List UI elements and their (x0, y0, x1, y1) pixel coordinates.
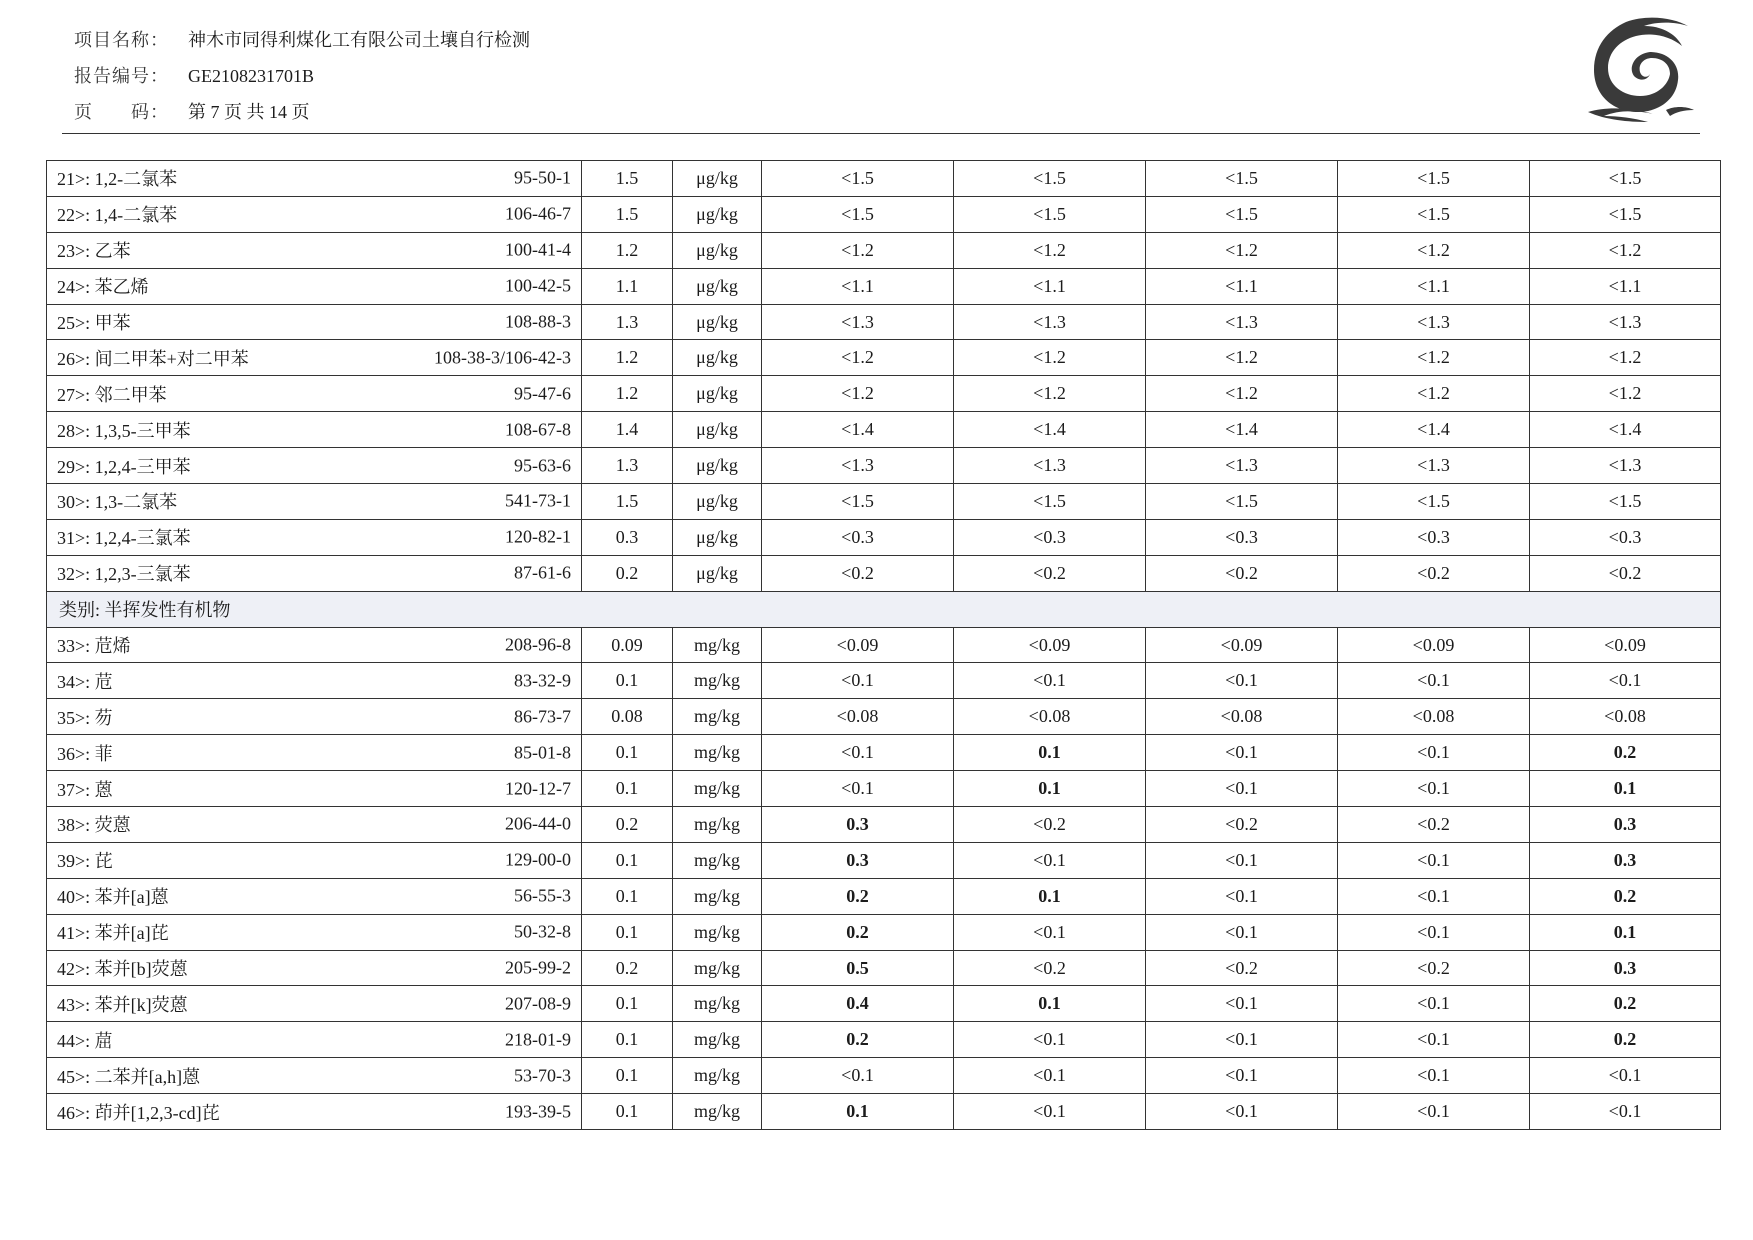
result-4-cell: <1.3 (1338, 304, 1530, 340)
result-2-cell: <1.2 (954, 376, 1146, 412)
result-3-cell: <0.09 (1146, 627, 1338, 663)
analyte-name: 22>: 1,4-二氯苯 (57, 205, 178, 226)
table-row (47, 807, 1721, 843)
result-3-cell: <0.1 (1146, 878, 1338, 914)
result-5-cell: <0.3 (1530, 519, 1721, 555)
cas-number: 207-08-9 (505, 993, 571, 1014)
analyte-name: 28>: 1,3,5-三甲苯 (57, 420, 191, 441)
result-1-cell: <0.09 (762, 627, 954, 663)
detection-limit-cell: 1.2 (582, 376, 673, 412)
analyte-cell (47, 627, 582, 663)
unit-cell: μg/kg (673, 268, 762, 304)
table-row (47, 376, 1721, 412)
detection-limit-cell: 0.1 (582, 914, 673, 950)
analyte-name: 36>: 菲 (57, 743, 113, 764)
result-3-cell: <1.4 (1146, 412, 1338, 448)
result-5-cell: <1.3 (1530, 304, 1721, 340)
result-1-cell: <1.2 (762, 340, 954, 376)
detection-limit-cell: 1.4 (582, 412, 673, 448)
detection-limit-cell: 0.1 (582, 663, 673, 699)
result-2-cell: <1.5 (954, 161, 1146, 197)
unit-cell: μg/kg (673, 448, 762, 484)
analyte-name: 24>: 苯乙烯 (57, 277, 149, 298)
result-3-cell: <1.1 (1146, 268, 1338, 304)
detection-limit-cell: 1.3 (582, 304, 673, 340)
result-1-cell: 0.5 (762, 950, 954, 986)
result-3-cell: <1.5 (1146, 161, 1338, 197)
result-1-cell: <0.2 (762, 555, 954, 591)
result-4-cell: <1.3 (1338, 448, 1530, 484)
analyte-name: 27>: 邻二甲苯 (57, 384, 167, 405)
analyte-cell (47, 735, 582, 771)
analyte-cell (47, 412, 582, 448)
category-label: 类别: 半挥发性有机物 (47, 591, 1721, 627)
table-row (47, 950, 1721, 986)
result-3-cell: <1.5 (1146, 196, 1338, 232)
analyte-cell (47, 448, 582, 484)
result-4-cell: <0.1 (1338, 1094, 1530, 1130)
cas-number: 120-12-7 (505, 778, 571, 799)
result-4-cell: <0.1 (1338, 878, 1530, 914)
result-5-cell: <1.2 (1530, 232, 1721, 268)
detection-limit-cell: 0.1 (582, 986, 673, 1022)
table-row (47, 1022, 1721, 1058)
result-5-cell: <0.1 (1530, 663, 1721, 699)
result-4-cell: <0.2 (1338, 555, 1530, 591)
result-4-cell: <0.2 (1338, 950, 1530, 986)
cas-number: 108-38-3/106-42-3 (434, 347, 571, 368)
cas-number: 120-82-1 (505, 526, 571, 547)
analyte-name: 39>: 芘 (57, 851, 113, 872)
analyte-cell (47, 807, 582, 843)
result-2-cell: <1.2 (954, 340, 1146, 376)
result-5-cell: <0.09 (1530, 627, 1721, 663)
detection-limit-cell: 0.1 (582, 735, 673, 771)
result-4-cell: <0.08 (1338, 699, 1530, 735)
result-4-cell: <0.1 (1338, 735, 1530, 771)
cas-number: 50-32-8 (514, 921, 571, 942)
results-table (46, 160, 1721, 1130)
analyte-cell (47, 950, 582, 986)
detection-limit-cell: 1.5 (582, 196, 673, 232)
category-row (47, 591, 1721, 627)
result-1-cell: <1.3 (762, 448, 954, 484)
result-4-cell: <0.1 (1338, 663, 1530, 699)
result-5-cell: 0.2 (1530, 986, 1721, 1022)
result-4-cell: <1.2 (1338, 232, 1530, 268)
result-3-cell: <0.3 (1146, 519, 1338, 555)
company-seal-logo-icon (1578, 12, 1698, 124)
detection-limit-cell: 1.2 (582, 232, 673, 268)
analyte-name: 37>: 蒽 (57, 779, 113, 800)
result-1-cell: <1.5 (762, 484, 954, 520)
result-2-cell: 0.1 (954, 771, 1146, 807)
unit-cell: mg/kg (673, 807, 762, 843)
result-5-cell: <1.2 (1530, 376, 1721, 412)
analyte-cell (47, 986, 582, 1022)
cas-number: 95-63-6 (514, 455, 571, 476)
result-4-cell: <1.1 (1338, 268, 1530, 304)
result-4-cell: <1.5 (1338, 161, 1530, 197)
result-1-cell: 0.4 (762, 986, 954, 1022)
result-3-cell: <0.1 (1146, 842, 1338, 878)
unit-cell: μg/kg (673, 555, 762, 591)
result-1-cell: <0.08 (762, 699, 954, 735)
detection-limit-cell: 1.5 (582, 484, 673, 520)
result-4-cell: <1.2 (1338, 340, 1530, 376)
cas-number: 108-67-8 (505, 419, 571, 440)
result-4-cell: <0.1 (1338, 1022, 1530, 1058)
result-1-cell: 0.2 (762, 1022, 954, 1058)
analyte-cell (47, 1094, 582, 1130)
analyte-cell (47, 878, 582, 914)
project-name-value: 神木市同得利煤化工有限公司土壤自行检测 (188, 30, 530, 50)
detection-limit-cell: 0.2 (582, 950, 673, 986)
analyte-name: 23>: 乙苯 (57, 241, 131, 262)
result-1-cell: <1.3 (762, 304, 954, 340)
result-4-cell: <0.1 (1338, 1058, 1530, 1094)
result-4-cell: <0.09 (1338, 627, 1530, 663)
analyte-name: 42>: 苯并[b]荧蒽 (57, 959, 188, 980)
result-3-cell: <1.5 (1146, 484, 1338, 520)
detection-limit-cell: 1.1 (582, 268, 673, 304)
table-row (47, 412, 1721, 448)
result-2-cell: <0.09 (954, 627, 1146, 663)
result-4-cell: <0.1 (1338, 842, 1530, 878)
result-1-cell: 0.2 (762, 914, 954, 950)
result-5-cell: 0.1 (1530, 914, 1721, 950)
unit-cell: μg/kg (673, 519, 762, 555)
result-4-cell: <0.3 (1338, 519, 1530, 555)
result-1-cell: <0.1 (762, 663, 954, 699)
analyte-name: 38>: 荧蒽 (57, 815, 131, 836)
analyte-cell (47, 555, 582, 591)
analyte-cell (47, 232, 582, 268)
detection-limit-cell: 0.1 (582, 1022, 673, 1058)
result-3-cell: <0.1 (1146, 914, 1338, 950)
result-5-cell: <1.2 (1530, 340, 1721, 376)
detection-limit-cell: 1.2 (582, 340, 673, 376)
unit-cell: μg/kg (673, 232, 762, 268)
unit-cell: μg/kg (673, 340, 762, 376)
cas-number: 85-01-8 (514, 742, 571, 763)
result-3-cell: <0.1 (1146, 1058, 1338, 1094)
page-number-label: 页 码： (74, 102, 169, 122)
detection-limit-cell: 0.2 (582, 555, 673, 591)
result-3-cell: <0.1 (1146, 771, 1338, 807)
result-5-cell: <0.2 (1530, 555, 1721, 591)
result-2-cell: <1.3 (954, 304, 1146, 340)
cas-number: 206-44-0 (505, 813, 571, 834)
result-5-cell: 0.3 (1530, 842, 1721, 878)
result-2-cell: <0.2 (954, 555, 1146, 591)
result-4-cell: <1.2 (1338, 376, 1530, 412)
result-1-cell: <0.1 (762, 1058, 954, 1094)
table-row (47, 161, 1721, 197)
result-3-cell: <0.08 (1146, 699, 1338, 735)
detection-limit-cell: 0.08 (582, 699, 673, 735)
result-2-cell: 0.1 (954, 878, 1146, 914)
table-row (47, 448, 1721, 484)
result-1-cell: <0.1 (762, 735, 954, 771)
table-row (47, 627, 1721, 663)
result-5-cell: 0.1 (1530, 771, 1721, 807)
analyte-cell (47, 1058, 582, 1094)
result-5-cell: 0.3 (1530, 807, 1721, 843)
table-row (47, 663, 1721, 699)
analyte-cell (47, 268, 582, 304)
result-5-cell: 0.3 (1530, 950, 1721, 986)
detection-limit-cell: 0.1 (582, 1094, 673, 1130)
result-3-cell: <0.1 (1146, 1094, 1338, 1130)
result-1-cell: <1.5 (762, 196, 954, 232)
result-3-cell: <0.1 (1146, 986, 1338, 1022)
result-5-cell: <0.1 (1530, 1058, 1721, 1094)
analyte-name: 25>: 甲苯 (57, 313, 131, 333)
result-3-cell: <1.2 (1146, 376, 1338, 412)
unit-cell: mg/kg (673, 771, 762, 807)
page-number-value: 第 7 页 共 14 页 (188, 102, 310, 122)
detection-limit-cell: 0.1 (582, 1058, 673, 1094)
table-row (47, 1094, 1721, 1130)
detection-limit-cell: 0.1 (582, 842, 673, 878)
result-3-cell: <0.1 (1146, 663, 1338, 699)
result-3-cell: <0.2 (1146, 950, 1338, 986)
result-3-cell: <0.1 (1146, 735, 1338, 771)
result-2-cell: <0.3 (954, 519, 1146, 555)
table-row (47, 735, 1721, 771)
table-row (47, 519, 1721, 555)
result-4-cell: <0.2 (1338, 807, 1530, 843)
table-row (47, 555, 1721, 591)
result-3-cell: <1.2 (1146, 340, 1338, 376)
cas-number: 87-61-6 (514, 562, 571, 583)
result-1-cell: <1.2 (762, 232, 954, 268)
result-2-cell: <0.08 (954, 699, 1146, 735)
table-row (47, 340, 1721, 376)
table-row (47, 232, 1721, 268)
analyte-name: 29>: 1,2,4-三甲苯 (57, 456, 191, 477)
result-4-cell: <0.1 (1338, 986, 1530, 1022)
analyte-cell (47, 699, 582, 735)
result-5-cell: <1.3 (1530, 448, 1721, 484)
result-2-cell: <1.1 (954, 268, 1146, 304)
result-1-cell: 0.3 (762, 807, 954, 843)
cas-number: 53-70-3 (514, 1065, 571, 1086)
analyte-name: 43>: 苯并[k]荧蒽 (57, 994, 188, 1015)
result-3-cell: <1.2 (1146, 232, 1338, 268)
detection-limit-cell: 1.3 (582, 448, 673, 484)
table-row (47, 1058, 1721, 1094)
table-row (47, 914, 1721, 950)
result-5-cell: <1.5 (1530, 484, 1721, 520)
result-1-cell: <1.1 (762, 268, 954, 304)
analyte-cell (47, 161, 582, 197)
analyte-cell (47, 914, 582, 950)
result-2-cell: <0.1 (954, 1022, 1146, 1058)
result-5-cell: <1.4 (1530, 412, 1721, 448)
cas-number: 541-73-1 (505, 490, 571, 511)
cas-number: 56-55-3 (514, 885, 571, 906)
result-3-cell: <1.3 (1146, 304, 1338, 340)
analyte-cell (47, 340, 582, 376)
unit-cell: mg/kg (673, 663, 762, 699)
cas-number: 193-39-5 (505, 1101, 571, 1122)
result-2-cell: <0.1 (954, 663, 1146, 699)
unit-cell: μg/kg (673, 161, 762, 197)
detection-limit-cell: 1.5 (582, 161, 673, 197)
analyte-cell (47, 304, 582, 340)
header-divider (62, 133, 1700, 134)
result-2-cell: <0.1 (954, 842, 1146, 878)
analyte-cell (47, 1022, 582, 1058)
analyte-name: 34>: 苊 (57, 671, 113, 692)
analyte-cell (47, 663, 582, 699)
result-1-cell: 0.2 (762, 878, 954, 914)
result-1-cell: 0.3 (762, 842, 954, 878)
table-row (47, 986, 1721, 1022)
result-5-cell: <0.1 (1530, 1094, 1721, 1130)
cas-number: 106-46-7 (505, 203, 571, 224)
cas-number: 218-01-9 (505, 1029, 571, 1050)
analyte-name: 33>: 苊烯 (57, 636, 131, 657)
result-2-cell: <0.2 (954, 950, 1146, 986)
result-4-cell: <1.4 (1338, 412, 1530, 448)
result-2-cell: <1.5 (954, 484, 1146, 520)
cas-number: 100-41-4 (505, 239, 571, 260)
result-1-cell: <1.2 (762, 376, 954, 412)
unit-cell: mg/kg (673, 1022, 762, 1058)
result-2-cell: <0.2 (954, 807, 1146, 843)
cas-number: 83-32-9 (514, 670, 571, 691)
analyte-name: 21>: 1,2-二氯苯 (57, 169, 178, 190)
analyte-name: 26>: 间二甲苯+对二甲苯 (57, 348, 249, 369)
unit-cell: μg/kg (673, 484, 762, 520)
result-1-cell: 0.1 (762, 1094, 954, 1130)
result-1-cell: <1.5 (762, 161, 954, 197)
table-row (47, 304, 1721, 340)
table-row (47, 771, 1721, 807)
analyte-cell (47, 519, 582, 555)
analyte-cell (47, 376, 582, 412)
table-row (47, 196, 1721, 232)
unit-cell: mg/kg (673, 878, 762, 914)
result-5-cell: <0.08 (1530, 699, 1721, 735)
analyte-name: 41>: 苯并[a]芘 (57, 923, 169, 944)
result-4-cell: <1.5 (1338, 484, 1530, 520)
result-3-cell: <0.2 (1146, 555, 1338, 591)
unit-cell: μg/kg (673, 304, 762, 340)
unit-cell: mg/kg (673, 627, 762, 663)
cas-number: 129-00-0 (505, 849, 571, 870)
result-4-cell: <0.1 (1338, 914, 1530, 950)
result-3-cell: <1.3 (1146, 448, 1338, 484)
result-4-cell: <1.5 (1338, 196, 1530, 232)
report-number-value: GE2108231701B (188, 66, 314, 86)
analyte-cell (47, 771, 582, 807)
cas-number: 205-99-2 (505, 957, 571, 978)
result-1-cell: <0.3 (762, 519, 954, 555)
unit-cell: mg/kg (673, 986, 762, 1022)
result-1-cell: <0.1 (762, 771, 954, 807)
detection-limit-cell: 0.09 (582, 627, 673, 663)
table-row (47, 878, 1721, 914)
result-2-cell: <0.1 (954, 914, 1146, 950)
unit-cell: mg/kg (673, 842, 762, 878)
unit-cell: μg/kg (673, 376, 762, 412)
unit-cell: mg/kg (673, 735, 762, 771)
unit-cell: mg/kg (673, 1094, 762, 1130)
table-row (47, 842, 1721, 878)
result-2-cell: <1.4 (954, 412, 1146, 448)
analyte-cell (47, 196, 582, 232)
cas-number: 95-47-6 (514, 383, 571, 404)
cas-number: 208-96-8 (505, 634, 571, 655)
result-2-cell: 0.1 (954, 735, 1146, 771)
analyte-name: 40>: 苯并[a]蒽 (57, 887, 169, 908)
analyte-name: 30>: 1,3-二氯苯 (57, 492, 178, 513)
analyte-name: 45>: 二苯并[a,h]蒽 (57, 1066, 201, 1087)
unit-cell: μg/kg (673, 412, 762, 448)
detection-limit-cell: 0.1 (582, 878, 673, 914)
unit-cell: mg/kg (673, 914, 762, 950)
result-5-cell: 0.2 (1530, 1022, 1721, 1058)
table-row (47, 699, 1721, 735)
result-5-cell: <1.5 (1530, 161, 1721, 197)
result-2-cell: <0.1 (954, 1094, 1146, 1130)
result-3-cell: <0.2 (1146, 807, 1338, 843)
detection-limit-cell: 0.3 (582, 519, 673, 555)
analyte-cell (47, 842, 582, 878)
result-2-cell: <1.5 (954, 196, 1146, 232)
table-row (47, 268, 1721, 304)
report-number-label: 报告编号： (74, 66, 169, 86)
analyte-name: 31>: 1,2,4-三氯苯 (57, 528, 191, 549)
result-5-cell: <1.5 (1530, 196, 1721, 232)
analyte-name: 44>: 䓛 (57, 1030, 113, 1051)
analyte-name: 35>: 芴 (57, 707, 113, 728)
unit-cell: μg/kg (673, 196, 762, 232)
unit-cell: mg/kg (673, 1058, 762, 1094)
cas-number: 86-73-7 (514, 706, 571, 727)
table-row (47, 484, 1721, 520)
analyte-name: 46>: 茚并[1,2,3-cd]芘 (57, 1102, 220, 1123)
result-2-cell: <1.3 (954, 448, 1146, 484)
detection-limit-cell: 0.2 (582, 807, 673, 843)
result-5-cell: 0.2 (1530, 735, 1721, 771)
result-2-cell: <0.1 (954, 1058, 1146, 1094)
result-3-cell: <0.1 (1146, 1022, 1338, 1058)
unit-cell: mg/kg (673, 950, 762, 986)
result-1-cell: <1.4 (762, 412, 954, 448)
result-2-cell: 0.1 (954, 986, 1146, 1022)
cas-number: 95-50-1 (514, 167, 571, 188)
cas-number: 100-42-5 (505, 275, 571, 296)
result-2-cell: <1.2 (954, 232, 1146, 268)
cas-number: 108-88-3 (505, 311, 571, 332)
detection-limit-cell: 0.1 (582, 771, 673, 807)
result-5-cell: <1.1 (1530, 268, 1721, 304)
analyte-name: 32>: 1,2,3-三氯苯 (57, 564, 191, 585)
result-5-cell: 0.2 (1530, 878, 1721, 914)
analyte-cell (47, 484, 582, 520)
project-name-label: 项目名称： (74, 30, 169, 50)
unit-cell: mg/kg (673, 699, 762, 735)
result-4-cell: <0.1 (1338, 771, 1530, 807)
